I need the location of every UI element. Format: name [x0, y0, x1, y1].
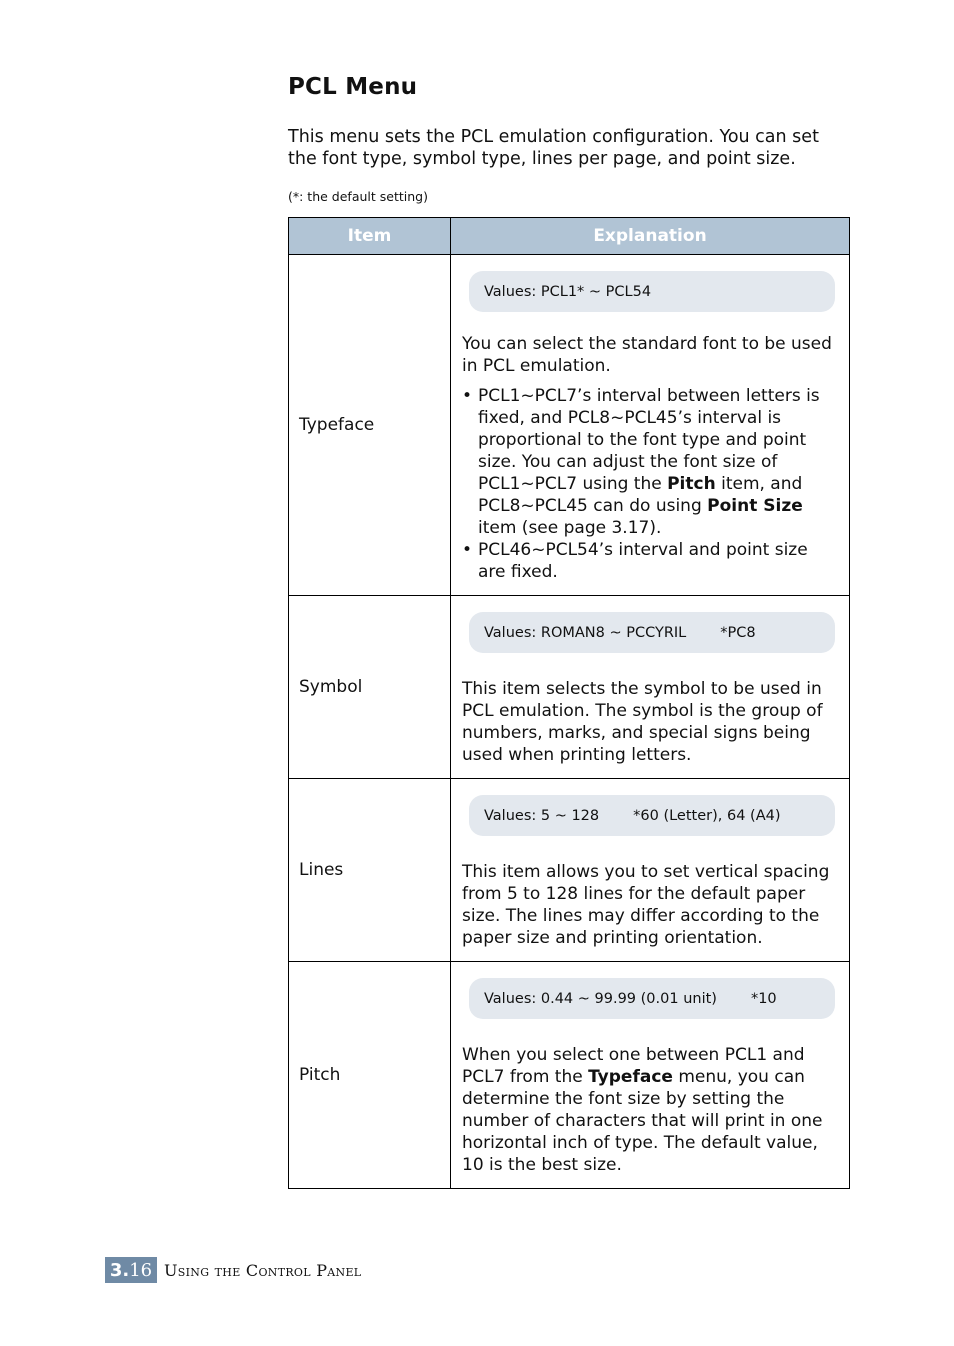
description: You can select the standard font to be used in PCL emulation.: [462, 334, 832, 376]
default-value: *60 (Letter), 64 (A4): [633, 807, 781, 824]
values-box: [469, 271, 835, 312]
default-value: *10: [750, 990, 777, 1007]
explanation-cell: [451, 779, 850, 962]
table-row-pitch: [289, 962, 850, 1189]
table-header-row: [289, 218, 850, 255]
bold-term: Typeface: [588, 1067, 673, 1087]
default-setting-note: (*: the default setting): [288, 189, 428, 204]
item-cell: Typeface: [289, 255, 451, 596]
intro-paragraph: This menu sets the PCL emulation configuration. You can set the font type, symbol type, lines per page, and point size.: [288, 127, 819, 169]
header-explanation: Explanation: [451, 218, 850, 255]
item-cell: Symbol: [289, 596, 451, 779]
item-cell: Pitch: [289, 962, 451, 1189]
table-row-typeface: [289, 255, 850, 596]
bullet-list: [462, 385, 835, 583]
bullet-text: PCL1~PCL7’s interval between letters is fixed, and PCL8~PCL45’s interval is proportional to the font type and point size. You can adjust the font size of PCL1~PCL7 using the: [478, 386, 820, 494]
values-range: Values: ROMAN8 ~ PCCYRIL: [484, 624, 687, 641]
values-box: [469, 795, 835, 836]
table-row-lines: [289, 779, 850, 962]
explanation-cell: [451, 596, 850, 779]
values-range: Values: 0.44 ~ 99.99 (0.01 unit): [484, 990, 717, 1007]
description: [462, 1044, 835, 1176]
explanation-cell: [451, 255, 850, 596]
explanation-cell: [451, 962, 850, 1189]
table-row-symbol: [289, 596, 850, 779]
list-item: [462, 539, 835, 583]
values-range: Values: PCL1* ~ PCL54: [484, 283, 652, 300]
header-item: Item: [289, 218, 451, 255]
bullet-icon: •: [462, 540, 473, 560]
page-number: 16: [129, 1259, 153, 1281]
description: This item allows you to set vertical spacing from 5 to 128 lines for the default paper size. The lines may differ according to the paper size and printing orientation.: [462, 862, 830, 948]
values-box: [469, 978, 835, 1019]
bullet-text: item (see page 3.17).: [478, 518, 662, 538]
list-item: [462, 385, 835, 539]
values-box: [469, 612, 835, 653]
page-footer: [105, 1257, 361, 1283]
item-cell: Lines: [289, 779, 451, 962]
page-heading: PCL Menu: [288, 74, 418, 100]
description-text: When you select one between PCL1 and PCL7 from the: [462, 1045, 805, 1087]
bullet-icon: •: [462, 386, 473, 406]
bullet-text: item, and PCL8~PCL45 can do using: [478, 474, 803, 516]
description-text: menu, you can determine the font size by setting the number of characters that will print in one horizontal inch of type. The default value, 10 is the best size.: [462, 1067, 823, 1175]
page-number-badge: [105, 1257, 157, 1283]
bold-term: Point Size: [707, 496, 803, 516]
pcl-menu-table: [288, 217, 850, 1189]
bullet-text: PCL46~PCL54’s interval and point size are fixed.: [478, 540, 808, 582]
default-value: *PC8: [720, 624, 756, 641]
chapter-title: Using the Control Panel: [164, 1260, 362, 1280]
values-range: Values: 5 ~ 128: [484, 807, 600, 824]
chapter-number: 3.: [109, 1259, 130, 1281]
description: This item selects the symbol to be used in PCL emulation. The symbol is the group of numbers, marks, and special signs being used when printing letters.: [462, 679, 823, 765]
bold-term: Pitch: [667, 474, 716, 494]
